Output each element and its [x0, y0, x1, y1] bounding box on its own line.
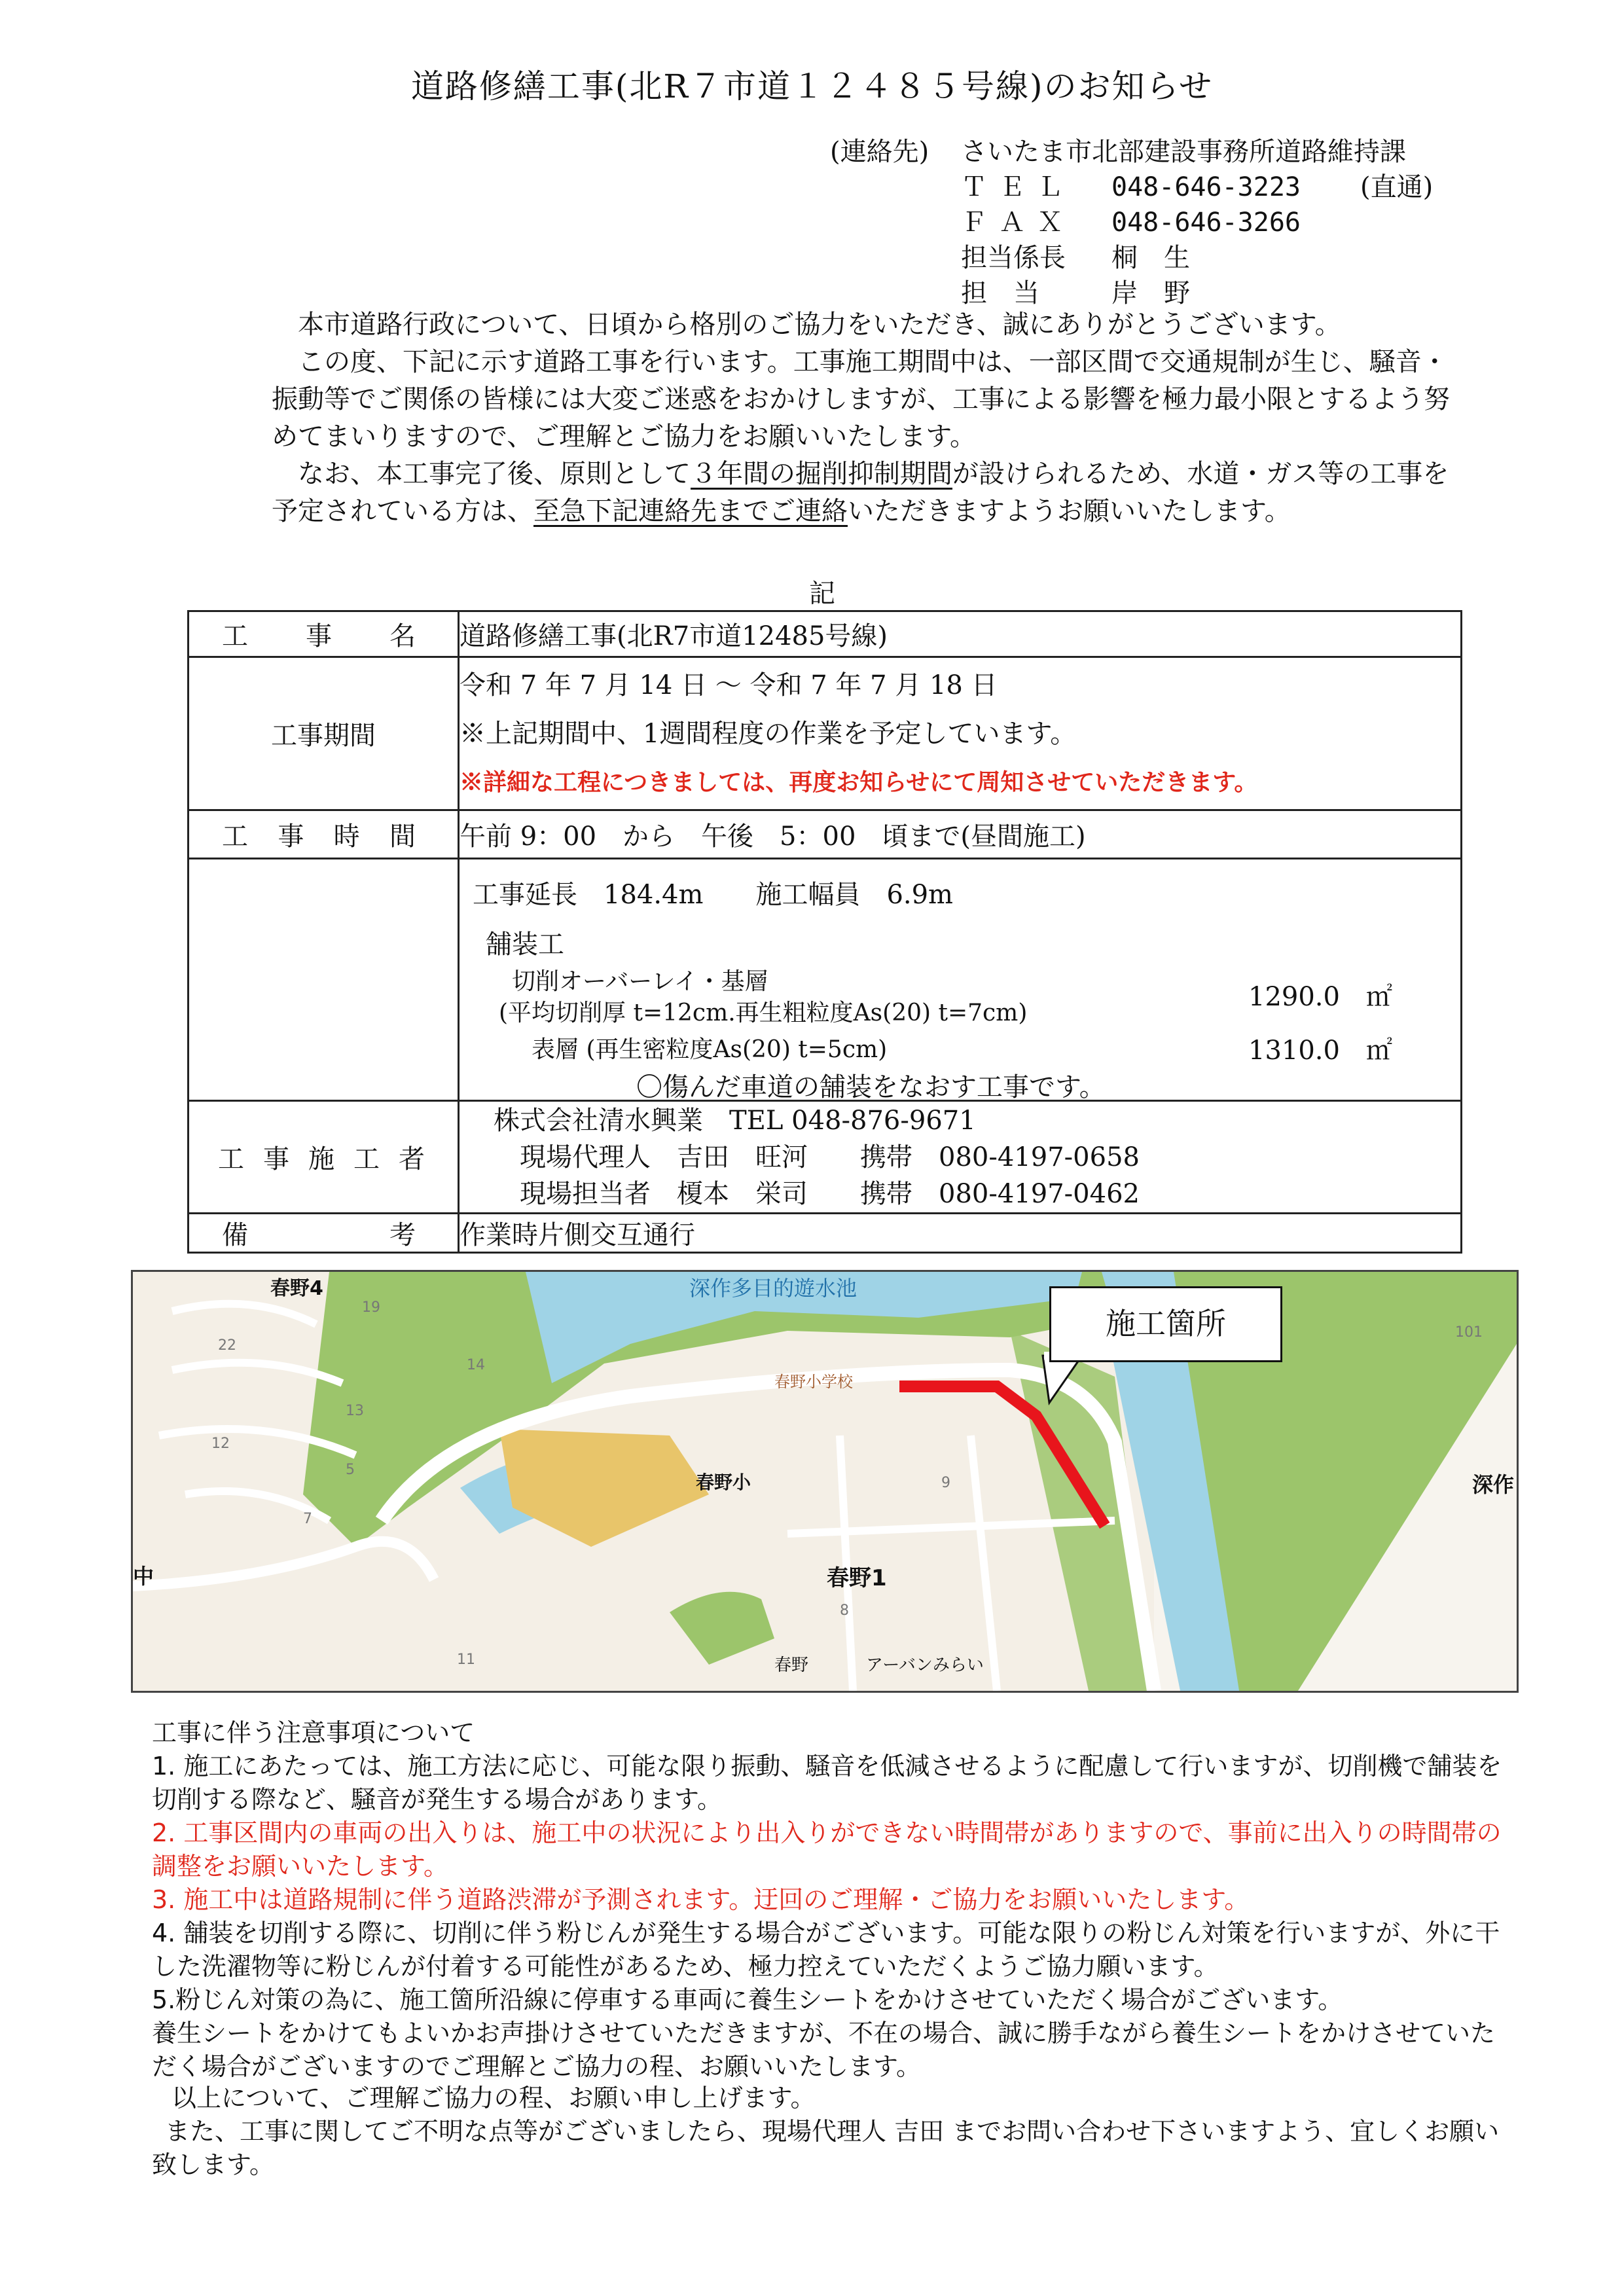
period-value — [459, 657, 1462, 810]
paving-label: 舗装工 — [486, 930, 564, 960]
table-row — [189, 859, 1462, 1101]
tel-note: (直通) — [1360, 172, 1434, 202]
block-number: 9 — [941, 1475, 950, 1491]
block-number: 12 — [211, 1436, 230, 1452]
tel-number: 048-646-3223 — [1111, 172, 1301, 202]
label-fukasaku: 深作 — [1472, 1472, 1515, 1497]
block-number: 13 — [346, 1403, 364, 1419]
site-map — [131, 1270, 1519, 1693]
contractor-value — [459, 1101, 1462, 1214]
item1-quantity: 1290.0 ㎡ — [1248, 982, 1392, 1012]
block-number: 7 — [303, 1511, 312, 1527]
time-header: 工 事 時 間 — [189, 810, 459, 859]
remarks-value: 作業時片側交互通行 — [459, 1214, 1462, 1253]
label-pond: 深作多目的遊水池 — [689, 1276, 857, 1301]
contractor-header: 工 事 施 工 者 — [189, 1101, 459, 1214]
label-school: 春野小学校 — [774, 1373, 853, 1391]
contractor-staff: 現場担当者 榎本 栄司 携帯 080-4197-0462 — [520, 1178, 1140, 1209]
table-row — [189, 810, 1462, 859]
note-1: 1. 施工にあたっては、施工方法に応じ、可能な限り振動、騒音を低減させるように配慮して行いますが、切削機で舗装を切削する際など、騒音が発生する場合があります。 — [152, 1752, 1502, 1814]
item2-quantity: 1310.0 ㎡ — [1248, 1036, 1392, 1066]
chief-name: 桐 生 — [1111, 243, 1190, 273]
note-3: 3. 施工中は道路規制に伴う道路渋滞が予測されます。迂回のご理解・ご協力をお願いいたします。 — [152, 1885, 1250, 1914]
table-row — [189, 1214, 1462, 1253]
fax-label: ＦＡＸ — [961, 208, 1075, 238]
contractor-company: 株式会社清水興業 TEL 048-876-9671 — [494, 1105, 976, 1136]
block-number: 101 — [1455, 1324, 1483, 1341]
document-title: 道路修繕工事(北R７市道１２４８５号線)のお知らせ — [410, 67, 1214, 105]
label-haruno1: 春野1 — [827, 1565, 887, 1591]
contact-block — [830, 134, 1433, 311]
intro-p3-underline-2: 至急下記連絡先までご連絡 — [533, 496, 848, 526]
table-row — [189, 1101, 1462, 1214]
item1-detail: (平均切削厚 t=12cm.再生粗粒度As(20) t=7cm) — [499, 1000, 1028, 1026]
label-haruno: 春野 — [774, 1655, 809, 1675]
length-width: 工事延長 184.4m 施工幅員 6.9m — [473, 880, 953, 910]
item2-name: 表層 (再生密粒度As(20) t=5cm) — [532, 1036, 888, 1063]
intro-p3-underline-1: ３年間の掘削抑制期間 — [691, 459, 952, 489]
name-header: 工 事 名 — [189, 611, 459, 657]
table-row — [189, 611, 1462, 657]
intro-p3-a: なお、本工事完了後、原則として — [298, 459, 691, 489]
note-4: 4. 舗装を切削する際に、切削に伴う粉じんが発生する場合がございます。可能な限りの粉じん対策を行いますが、外に干した洗濯物等に粉じんが付着する可能性があるため、極力控えていただくようご協力願います。 — [152, 1919, 1500, 1981]
label-urban: アーバンみらい — [866, 1655, 984, 1675]
ki-heading: 記 — [809, 579, 835, 609]
closing-section — [152, 2082, 1513, 2182]
intro-paragraph-3 — [272, 456, 1470, 530]
table-row — [189, 657, 1462, 810]
contact-org: さいたま市北部建設事務所道路維持課 — [961, 137, 1406, 167]
note-2: 2. 工事区間内の車両の出入りは、施工中の状況により出入りができない時間帯がありますので、事前に出入りの時間帯の調整をお願いいたします。 — [152, 1818, 1502, 1881]
period-dates: 令和 7 年 7 月 14 日 ～ 令和 7 年 7 月 18 日 — [460, 670, 998, 700]
block-number: 22 — [218, 1337, 236, 1354]
fax-number: 048-646-3266 — [1111, 208, 1301, 238]
label-naka: 中 — [133, 1564, 154, 1589]
site-callout: 施工箇所 — [1049, 1286, 1282, 1362]
item1-name: 切削オーバーレイ・基層 — [512, 968, 768, 995]
block-number: 5 — [346, 1462, 355, 1478]
details-header — [189, 859, 459, 1101]
closing-1: 以上について、ご理解ご協力の程、お願い申し上げます。 — [171, 2084, 816, 2112]
block-number: 8 — [840, 1602, 849, 1619]
intro-paragraph-1: 本市道路行政について、日頃から格別のご協力をいただき、誠にありがとうございます。 — [298, 310, 1341, 340]
name-value: 道路修繕工事(北R7市道12485号線) — [459, 611, 1462, 657]
contractor-agent: 現場代理人 吉田 旺河 携帯 080-4197-0658 — [520, 1142, 1140, 1172]
notes-section — [152, 1716, 1513, 2084]
note-5: 5.粉じん対策の為に、施工箇所沿線に停車する車両に養生シートをかけさせていただく場合がございます。 — [152, 1985, 1343, 2014]
block-number: 19 — [362, 1299, 380, 1316]
chief-label: 担当係長 — [961, 243, 1066, 273]
period-red-note: ※詳細な工程につきましては、再度お知らせにて周知させていただきます。 — [460, 768, 1258, 796]
intro-paragraph-2: この度、下記に示す道路工事を行います。工事施工期間中は、一部区間で交通規制が生じ、騒音・振動等でご関係の皆様には大変ご迷惑をおかけしますが、工事による影響を極力最小限とするよう努めてまいりますので、ご理解とご協力をお願いいたします。 — [272, 347, 1450, 452]
tel-label: ＴＥＬ — [961, 172, 1075, 202]
staff-name: 岸 野 — [1111, 278, 1190, 308]
note-5b: 養生シートをかけてもよいかお声掛けさせていただきますが、不在の場合、誠に勝手ながら養生シートをかけさせていただく場合がございますのでご理解とご協力の程、お願いいたします。 — [152, 2019, 1496, 2081]
block-number: 11 — [457, 1652, 475, 1668]
time-value: 午前 9：00 から 午後 5：00 頃まで(昼間施工) — [459, 810, 1462, 859]
intro-p3-b: が設けられるため、水道・ガス等の工事を予定されている方は、 — [272, 459, 1449, 526]
label-school-short: 春野小 — [696, 1472, 751, 1493]
map-graphics — [133, 1272, 1517, 1691]
construction-table — [187, 610, 1462, 1254]
notes-heading: 工事に伴う注意事項について — [152, 1718, 475, 1747]
contact-label: (連絡先) — [830, 137, 929, 167]
block-number: 14 — [467, 1357, 485, 1373]
closing-2: また、工事に関してご不明な点等がございましたら、現場代理人 吉田 までお問い合わせ下さいますよう、宜しくお願い致します。 — [152, 2117, 1500, 2179]
period-header: 工事期間 — [189, 657, 459, 810]
intro-p3-c: いただきますようお願いいたします。 — [848, 496, 1291, 526]
details-value — [459, 859, 1462, 1101]
period-note: ※上記期間中、1週間程度の作業を予定しています。 — [460, 718, 1077, 749]
label-haruno4: 春野4 — [270, 1277, 323, 1300]
staff-label: 担 当 — [961, 278, 1039, 308]
intro-text — [272, 306, 1470, 530]
remarks-header: 備 考 — [189, 1214, 459, 1253]
work-description: 〇傷んだ車道の舗装をなおす工事です。 — [636, 1072, 1106, 1102]
